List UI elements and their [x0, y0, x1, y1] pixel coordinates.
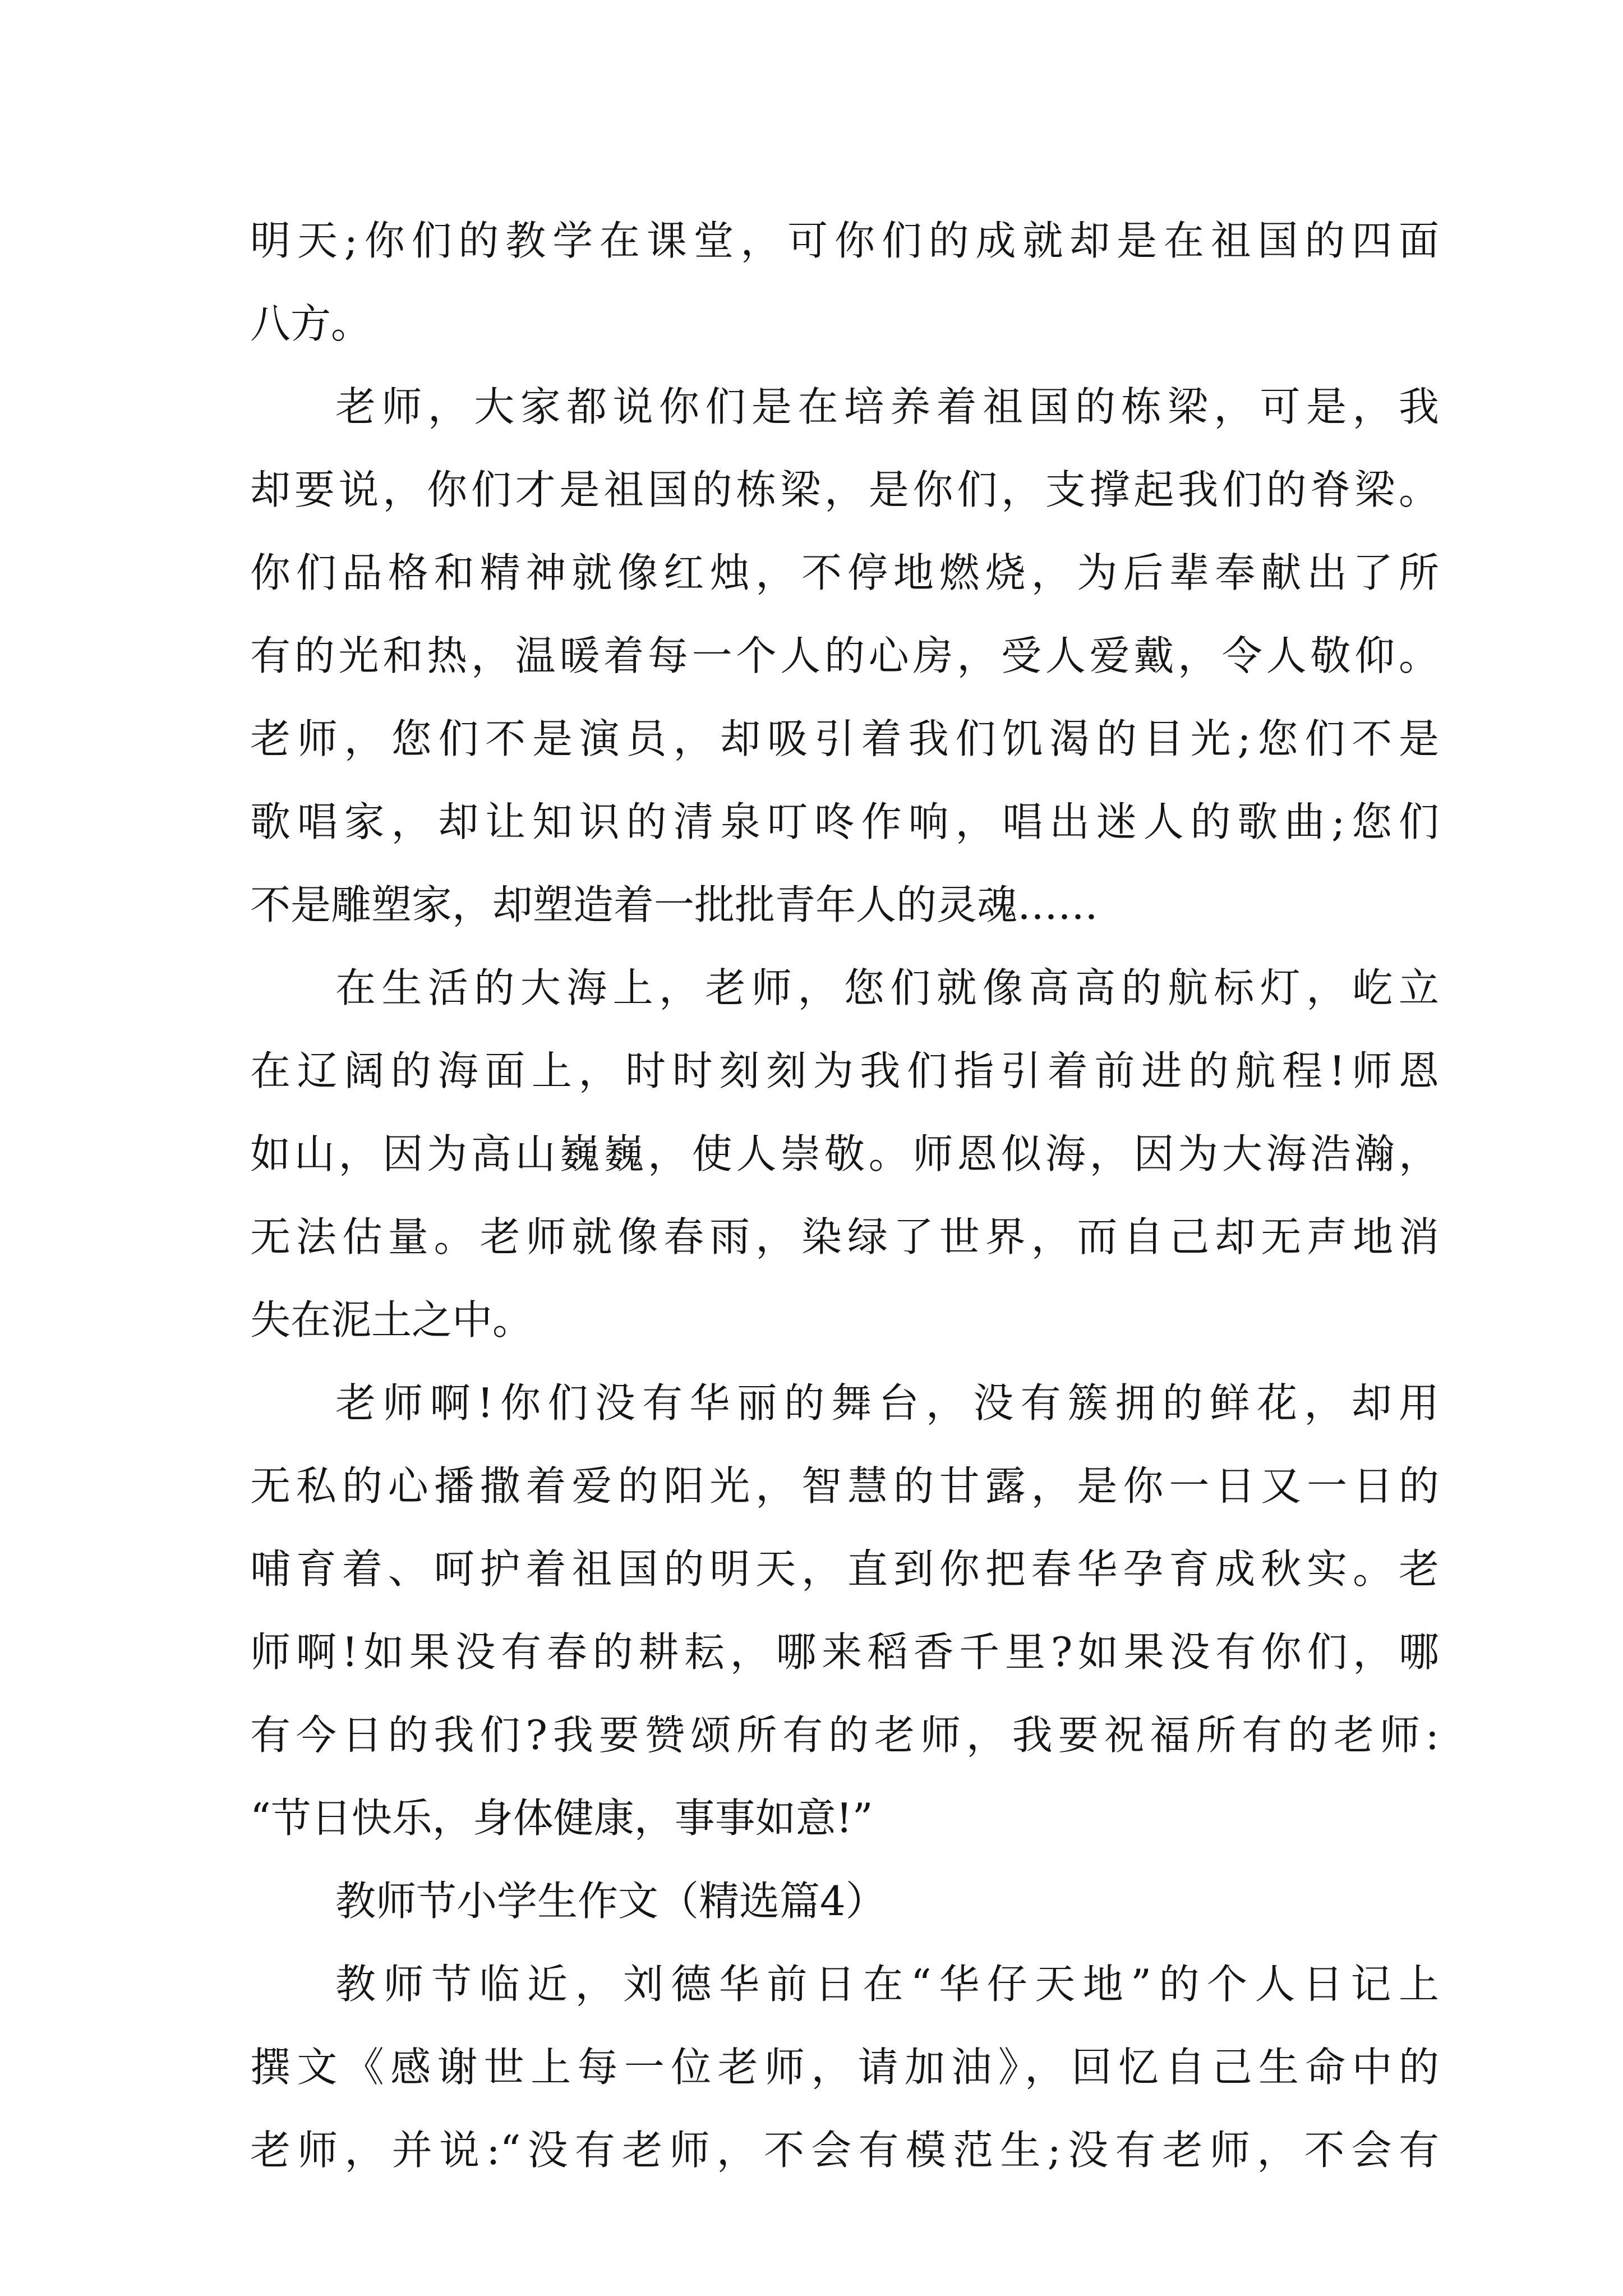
text-line: 歌唱家，却让知识的清泉叮咚作响，唱出迷人的歌曲;您们	[250, 798, 1439, 845]
text-line: 老师，并说:“没有老师，不会有模范生;没有老师，不会有	[250, 2127, 1439, 2174]
text-line: 在辽阔的海面上，时时刻刻为我们指引着前进的航程!师恩	[250, 1047, 1439, 1094]
text-line: 哺育着、呵护着祖国的明天，直到你把春华孕育成秋实。老	[250, 1545, 1439, 1593]
text-line: 有今日的我们?我要赞颂所有的老师，我要祝福所有的老师:	[250, 1711, 1439, 1759]
text-line: “节日快乐，身体健康，事事如意!”	[250, 1795, 873, 1842]
text-line: 明天;你们的教学在课堂，可你们的成就却是在祖国的四面	[250, 217, 1439, 264]
text-line: 师啊!如果没有春的耕耘，哪来稻香千里?如果没有你们，哪	[250, 1628, 1439, 1676]
body-text	[250, 199, 1439, 2192]
text-line: 无私的心播撒着爱的阳光，智慧的甘露，是你一日又一日的	[250, 1462, 1439, 1510]
text-line: 你们品格和精神就像红烛，不停地燃烧，为后辈奉献出了所	[250, 549, 1439, 596]
text-line: 却要说，你们才是祖国的栋梁，是你们，支撑起我们的脊梁。	[250, 466, 1439, 513]
text-line: 失在泥土之中。	[250, 1296, 533, 1343]
text-line: 有的光和热，温暖着每一个人的心房，受人爱戴，令人敬仰。	[250, 632, 1439, 679]
text-line: 教师节临近，刘德华前日在“华仔天地”的个人日记上	[335, 1961, 1439, 2008]
text-line: 老师，大家都说你们是在培养着祖国的栋梁，可是，我	[335, 383, 1439, 430]
text-line: 老师，您们不是演员，却吸引着我们饥渴的目光;您们不是	[250, 715, 1439, 762]
text-line: 老师啊!你们没有华丽的舞台，没有簇拥的鲜花，却用	[335, 1379, 1439, 1427]
text-line: 如山，因为高山巍巍，使人崇敬。师恩似海，因为大海浩瀚，	[250, 1130, 1439, 1177]
text-line: 教师节小学生作文（精选篇4）	[335, 1878, 886, 1925]
text-line: 撰文《感谢世上每一位老师，请加油》，回忆自己生命中的	[250, 2044, 1439, 2091]
text-line: 八方。	[250, 300, 372, 347]
text-line: 无法估量。老师就像春雨，染绿了世界，而自己却无声地消	[250, 1213, 1439, 1260]
text-line: 在生活的大海上，老师，您们就像高高的航标灯，屹立	[335, 964, 1439, 1011]
text-line: 不是雕塑家，却塑造着一批批青年人的灵魂……	[250, 881, 1099, 928]
